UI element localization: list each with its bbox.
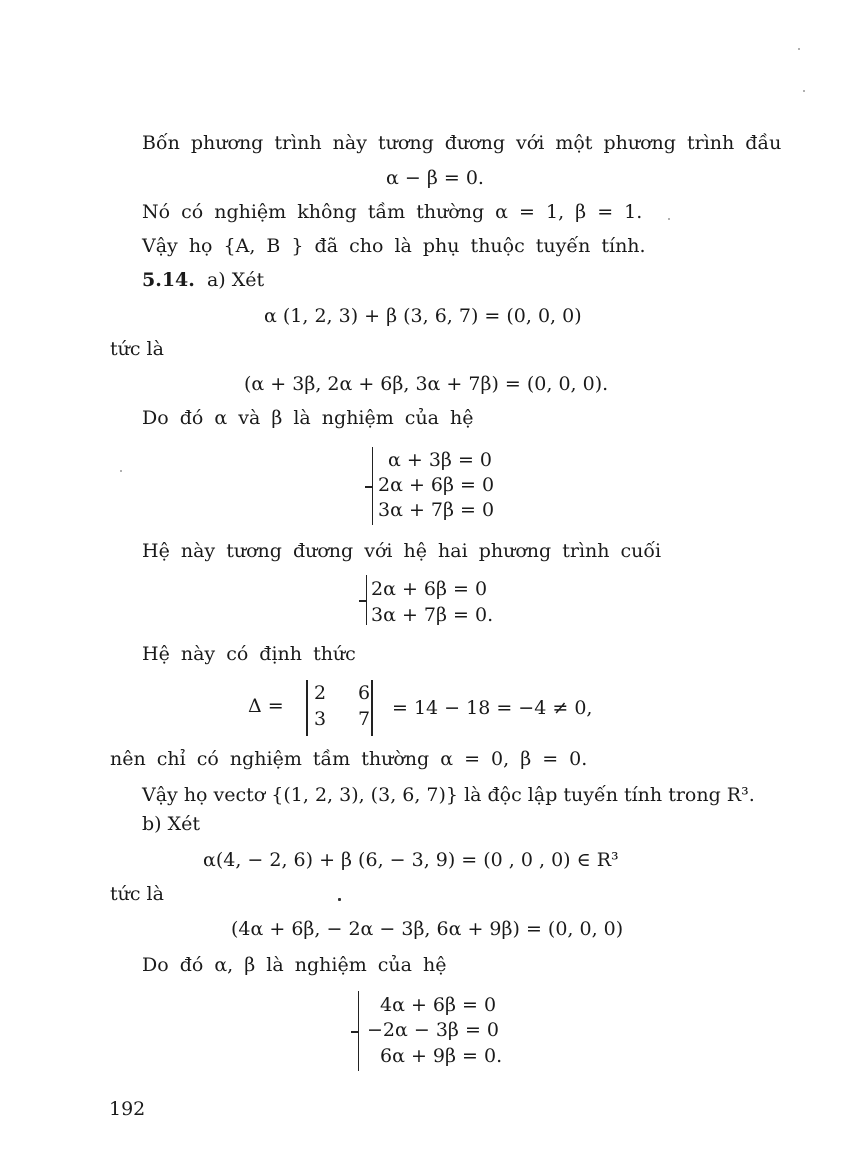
text-line: Hệ này có định thức xyxy=(142,643,356,665)
delta-symbol: Δ = xyxy=(248,695,284,717)
scan-speck xyxy=(120,470,122,472)
equation: α − β = 0. xyxy=(386,167,484,189)
matrix-entry: 6 xyxy=(358,682,371,704)
system-equation: 3α + 7β = 0 xyxy=(378,499,495,521)
text-line: nên chỉ có nghiệm tầm thường α = 0, β = 0. xyxy=(110,748,588,770)
determinant-bar xyxy=(371,680,373,736)
scan-speck xyxy=(798,48,800,50)
text-line: Vậy họ {A, B } đã cho là phụ thuộc tuyến tính. xyxy=(142,235,646,257)
system-brace xyxy=(372,447,373,525)
text-line: b) Xét xyxy=(142,813,201,835)
system-equation: 3α + 7β = 0. xyxy=(371,604,494,626)
determinant-bar xyxy=(306,680,308,736)
system-equation: 2α + 6β = 0 xyxy=(378,474,495,496)
equation: α (1, 2, 3) + β (3, 6, 7) = (0, 0, 0) xyxy=(264,305,582,327)
exercise-number: 5.14. xyxy=(142,269,195,291)
system-brace xyxy=(358,991,359,1071)
exercise-part: a) Xét xyxy=(206,269,265,291)
determinant-value: = 14 − 18 = −4 ≠ 0, xyxy=(392,697,593,719)
system-equation: α + 3β = 0 xyxy=(388,449,492,471)
text-line: Bốn phương trình này tương đương với một phương trình đầu xyxy=(142,132,782,154)
text-line: Nó có nghiệm không tầm thường α = 1, β = 1. xyxy=(142,201,643,223)
scan-speck xyxy=(803,90,805,92)
system-equation: −2α − 3β = 0 xyxy=(367,1019,499,1041)
text-line: Do đó α, β là nghiệm của hệ xyxy=(142,954,447,976)
matrix-entry: 3 xyxy=(314,708,327,730)
page-number: 192 xyxy=(109,1098,146,1120)
scan-speck xyxy=(338,898,341,901)
equation: (4α + 6β, − 2α − 3β, 6α + 9β) = (0, 0, 0) xyxy=(231,918,624,940)
matrix-entry: 7 xyxy=(358,708,371,730)
system-equation: 2α + 6β = 0 xyxy=(371,578,488,600)
text-line: Do đó α và β là nghiệm của hệ xyxy=(142,407,474,429)
system-equation: 4α + 6β = 0 xyxy=(380,994,497,1016)
exercise-heading xyxy=(142,271,264,290)
equation: α(4, − 2, 6) + β (6, − 3, 9) = (0 , 0 , 0) ∈ R³ xyxy=(203,849,619,871)
scan-speck xyxy=(668,218,670,220)
equation: (α + 3β, 2α + 6β, 3α + 7β) = (0, 0, 0). xyxy=(244,373,609,395)
system-brace xyxy=(366,575,367,625)
matrix-entry: 2 xyxy=(314,682,327,704)
text-line: tức là xyxy=(110,338,164,360)
text-line: Hệ này tương đương với hệ hai phương trình cuối xyxy=(142,540,662,562)
system-equation: 6α + 9β = 0. xyxy=(380,1045,503,1067)
text-line: tức là xyxy=(110,883,164,905)
text-line: Vậy họ vectơ {(1, 2, 3), (3, 6, 7)} là độc lập tuyến tính trong R³. xyxy=(142,784,755,806)
